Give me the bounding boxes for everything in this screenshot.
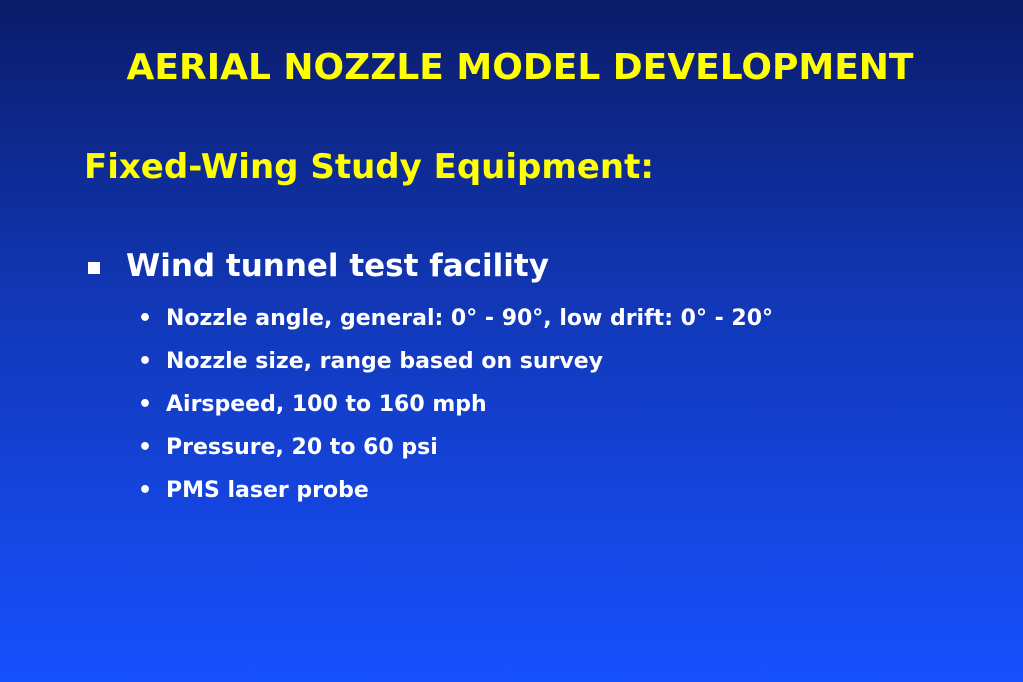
sub-bullet-list — [138, 297, 773, 512]
main-bullet-item — [88, 244, 549, 288]
sub-bullet-item — [138, 469, 773, 512]
dot-bullet-icon: • — [138, 478, 153, 503]
main-bullet-text: Wind tunnel test facility — [126, 248, 549, 284]
square-bullet-icon — [88, 262, 100, 274]
sub-bullet-text: Nozzle angle, general: 0° - 90°, low drift: 0° - 20° — [166, 306, 774, 331]
sub-bullet-item — [138, 383, 773, 426]
sub-bullet-text: Nozzle size, range based on survey — [166, 349, 603, 374]
dot-bullet-icon: • — [138, 392, 153, 417]
dot-bullet-icon: • — [138, 349, 153, 374]
sub-bullet-text: Pressure, 20 to 60 psi — [166, 435, 438, 460]
dot-bullet-icon: • — [138, 306, 153, 331]
sub-bullet-text: Airspeed, 100 to 160 mph — [166, 392, 487, 417]
sub-bullet-text: PMS laser probe — [166, 478, 369, 503]
sub-bullet-item — [138, 426, 773, 469]
slide-subtitle: Fixed-Wing Study Equipment: — [84, 147, 654, 187]
slide-title: AERIAL NOZZLE MODEL DEVELOPMENT — [126, 47, 914, 88]
sub-bullet-item — [138, 297, 773, 340]
dot-bullet-icon: • — [138, 435, 153, 460]
sub-bullet-item — [138, 340, 773, 383]
